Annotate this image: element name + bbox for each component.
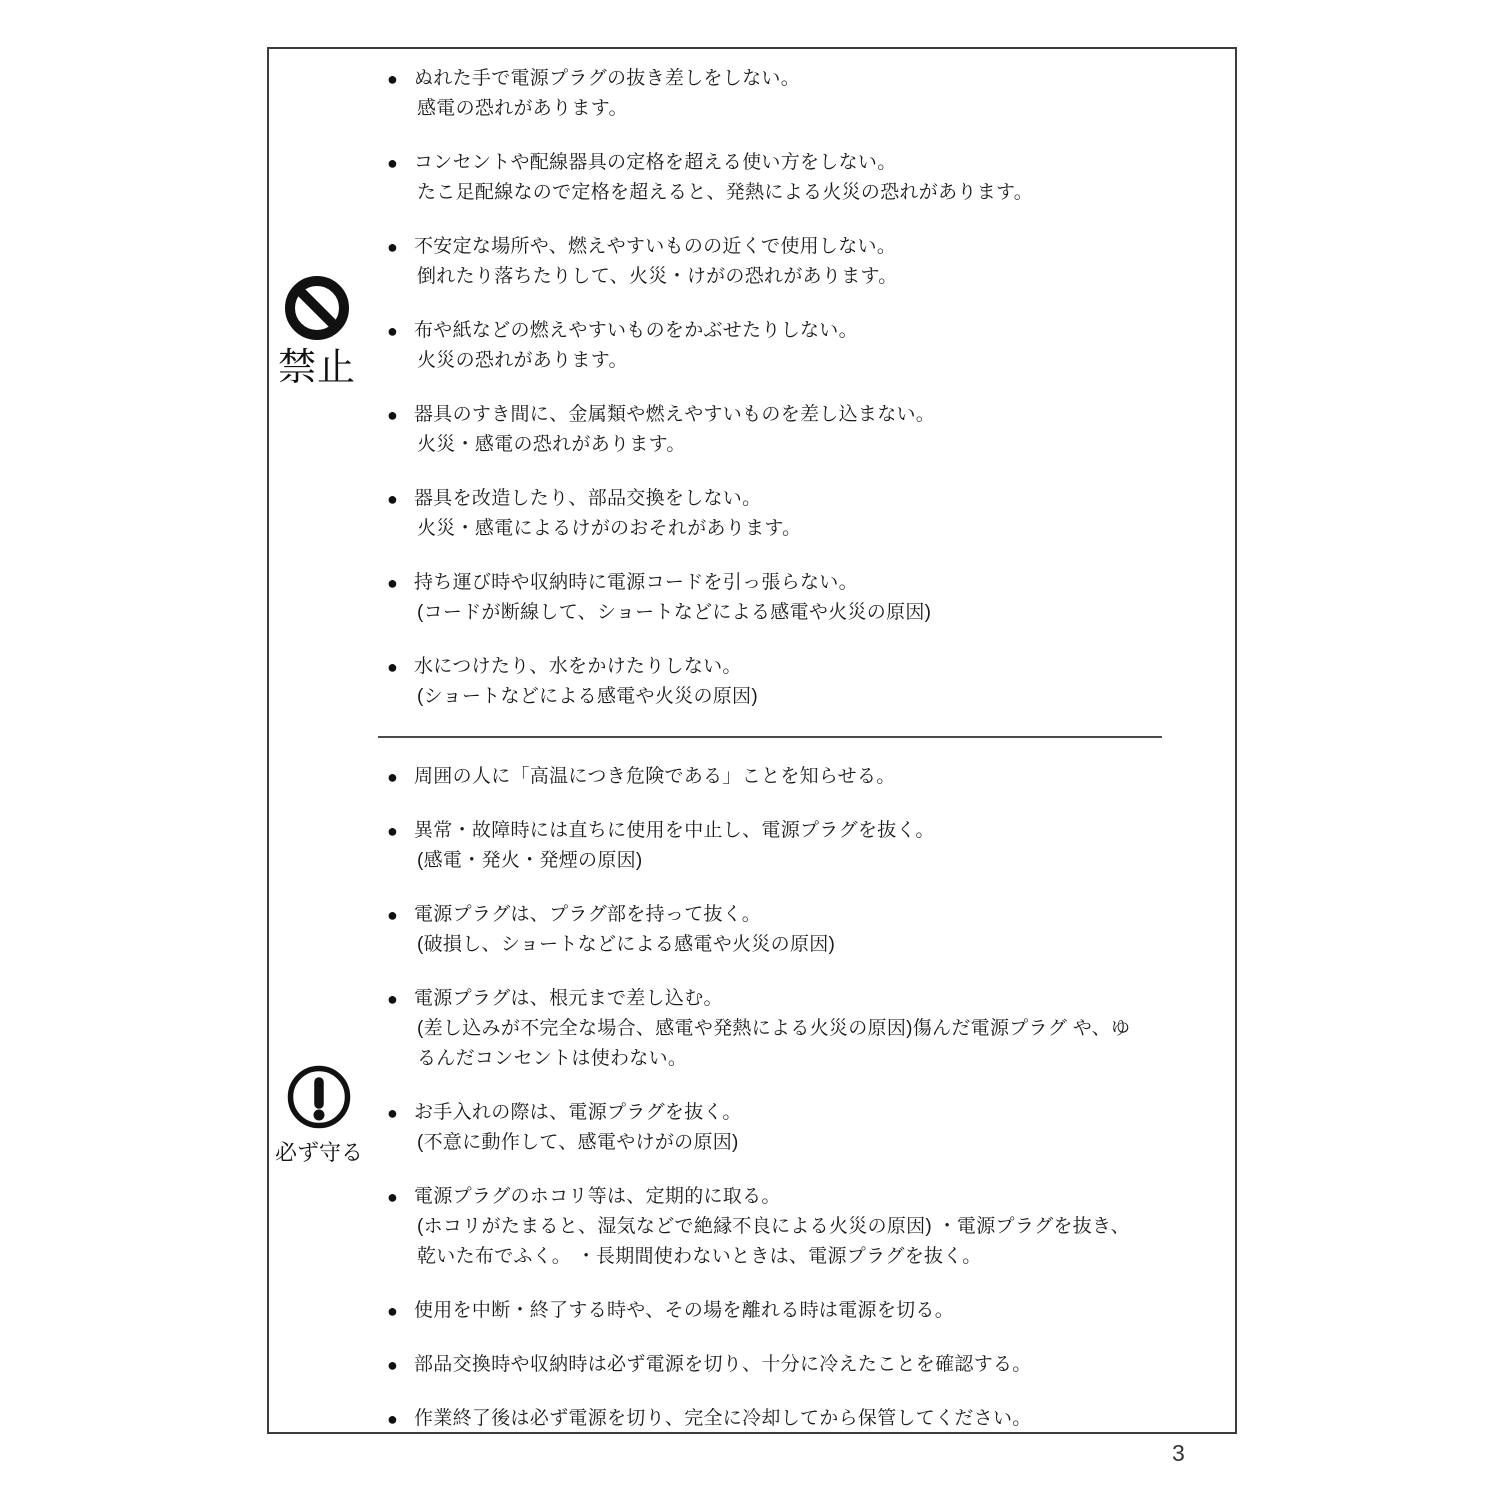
- prohibition-icon: [284, 275, 350, 346]
- warning-item: [387, 232, 1139, 292]
- warning-item-text: [414, 400, 1139, 460]
- bullet-dot-icon: ●: [387, 153, 399, 173]
- bullet-dot-icon: ●: [387, 489, 399, 509]
- warning-item-text: [414, 1350, 1139, 1380]
- warning-item-text: [414, 316, 1139, 376]
- warning-item-text: [414, 484, 1139, 544]
- warning-item-text: [414, 1404, 1139, 1434]
- mandatory-item-list: [387, 762, 1139, 1434]
- warning-main-text: 不安定な場所や、燃えやすいものの近くで使用しない。: [414, 236, 897, 257]
- warning-item: [387, 64, 1139, 124]
- warning-sub-text: たこ足配線なので定格を超えると、発熱による火災の恐れがあります。: [417, 182, 1034, 203]
- warning-sub-text: (ショートなどによる感電や火災の原因): [417, 686, 758, 707]
- warning-sub-text: (差し込みが不完全な場合、感電や発熱による火災の原因)傷んだ電源プラグ や、ゆるんだコンセントは使わない。: [417, 1018, 1131, 1069]
- warning-main-text: 作業終了後は必ず電源を切り、完全に冷却してから保管してください。: [414, 1408, 1032, 1429]
- warning-sub-text: 火災の恐れがあります。: [417, 350, 628, 371]
- bullet-dot-icon: ●: [387, 905, 399, 925]
- warning-item: [387, 762, 1139, 792]
- warning-item: [387, 816, 1139, 876]
- warning-item-text: [414, 1098, 1139, 1158]
- warning-item: [387, 1182, 1139, 1272]
- warning-item: [387, 652, 1139, 712]
- warning-item: [387, 1296, 1139, 1326]
- bullet-dot-icon: ●: [387, 1187, 399, 1207]
- bullet-dot-icon: ●: [387, 321, 399, 341]
- warning-main-text: 部品交換時や収納時は必ず電源を切り、十分に冷えたことを確認する。: [414, 1354, 1032, 1375]
- warning-main-text: 異常・故障時には直ちに使用を中止し、電源プラグを抜く。: [414, 820, 935, 841]
- warning-item: [387, 568, 1139, 628]
- warning-item-text: [414, 816, 1139, 876]
- bullet-dot-icon: ●: [387, 821, 399, 841]
- section-divider: [378, 736, 1162, 738]
- warning-item-text: [414, 652, 1139, 712]
- warning-item-text: [414, 232, 1139, 292]
- warning-sub-text: 火災・感電によるけがのおそれがあります。: [417, 518, 802, 539]
- prohibition-item-list: [387, 64, 1139, 712]
- warning-item-text: [414, 762, 1139, 792]
- warning-item: [387, 1404, 1139, 1434]
- prohibition-icon-block: [269, 275, 365, 387]
- warning-item: [387, 148, 1139, 208]
- warning-sub-text: 感電の恐れがあります。: [417, 98, 628, 119]
- prohibition-label: 禁止: [277, 347, 356, 389]
- warning-item-text: [414, 64, 1139, 124]
- warning-main-text: 器具を改造したり、部品交換をしない。: [414, 488, 762, 509]
- page-number: 3: [1172, 1440, 1185, 1466]
- warning-item: [387, 316, 1139, 376]
- warning-main-text: 布や紙などの燃えやすいものをかぶせたりしない。: [414, 320, 858, 341]
- warning-main-text: 持ち運び時や収納時に電源コードを引っ張らない。: [414, 572, 858, 593]
- mandatory-icon-block: [271, 1065, 367, 1164]
- bullet-dot-icon: ●: [387, 1103, 399, 1123]
- warning-item-text: [414, 1182, 1139, 1272]
- bullet-dot-icon: ●: [387, 237, 399, 257]
- bullet-dot-icon: ●: [387, 989, 399, 1009]
- warning-main-text: 電源プラグのホコリ等は、定期的に取る。: [414, 1186, 781, 1207]
- warning-item: [387, 900, 1139, 960]
- warning-main-text: ぬれた手で電源プラグの抜き差しをしない。: [414, 68, 801, 89]
- mandatory-label: 必ず守る: [274, 1140, 363, 1165]
- bullet-dot-icon: ●: [387, 657, 399, 677]
- warning-item: [387, 984, 1139, 1074]
- bullet-dot-icon: ●: [387, 767, 399, 787]
- warning-sub-text: (コードが断線して、ショートなどによる感電や火災の原因): [417, 602, 932, 623]
- exclamation-icon: [287, 1065, 351, 1134]
- warning-main-text: 電源プラグは、根元まで差し込む。: [414, 988, 723, 1009]
- warning-sub-text: 火災・感電の恐れがあります。: [417, 434, 686, 455]
- bullet-dot-icon: ●: [387, 1355, 399, 1375]
- warning-item-text: [414, 568, 1139, 628]
- bullet-dot-icon: ●: [387, 1409, 399, 1429]
- warning-item: [387, 400, 1139, 460]
- warning-item: [387, 1098, 1139, 1158]
- warning-item-text: [414, 900, 1139, 960]
- warning-main-text: 周囲の人に「高温につき危険である」ことを知らせる。: [414, 766, 896, 787]
- warning-sub-text: (ホコリがたまると、湿気などで絶縁不良による火災の原因) ・電源プラグを抜き、乾いた布でふく。 ・長期間使わないときは、電源プラグを抜く。: [417, 1216, 1130, 1267]
- bullet-dot-icon: ●: [387, 573, 399, 593]
- warning-item: [387, 1350, 1139, 1380]
- warning-sub-text: (感電・発火・発煙の原因): [417, 850, 643, 871]
- warning-main-text: 電源プラグは、プラグ部を持って抜く。: [414, 904, 762, 925]
- bullet-dot-icon: ●: [387, 1301, 399, 1321]
- bullet-dot-icon: ●: [387, 405, 399, 425]
- warning-main-text: お手入れの際は、電源プラグを抜く。: [414, 1102, 742, 1123]
- warning-item-text: [414, 148, 1139, 208]
- warning-item-text: [414, 984, 1139, 1074]
- warning-item-text: [414, 1296, 1139, 1326]
- warning-sub-text: (不意に動作して、感電やけがの原因): [417, 1132, 739, 1153]
- warning-sub-text: (破損し、ショートなどによる感電や火災の原因): [417, 934, 836, 955]
- bullet-dot-icon: ●: [387, 69, 399, 89]
- warning-item: [387, 484, 1139, 544]
- warning-main-text: 器具のすき間に、金属類や燃えやすいものを差し込まない。: [414, 404, 936, 425]
- safety-warning-box: [267, 47, 1237, 1434]
- warning-main-text: 水につけたり、水をかけたりしない。: [414, 656, 742, 677]
- warning-sub-text: 倒れたり落ちたりして、火災・けがの恐れがあります。: [417, 266, 898, 287]
- warning-main-text: コンセントや配線器具の定格を超える使い方をしない。: [414, 152, 897, 173]
- warning-main-text: 使用を中断・終了する時や、その場を離れる時は電源を切る。: [414, 1300, 955, 1321]
